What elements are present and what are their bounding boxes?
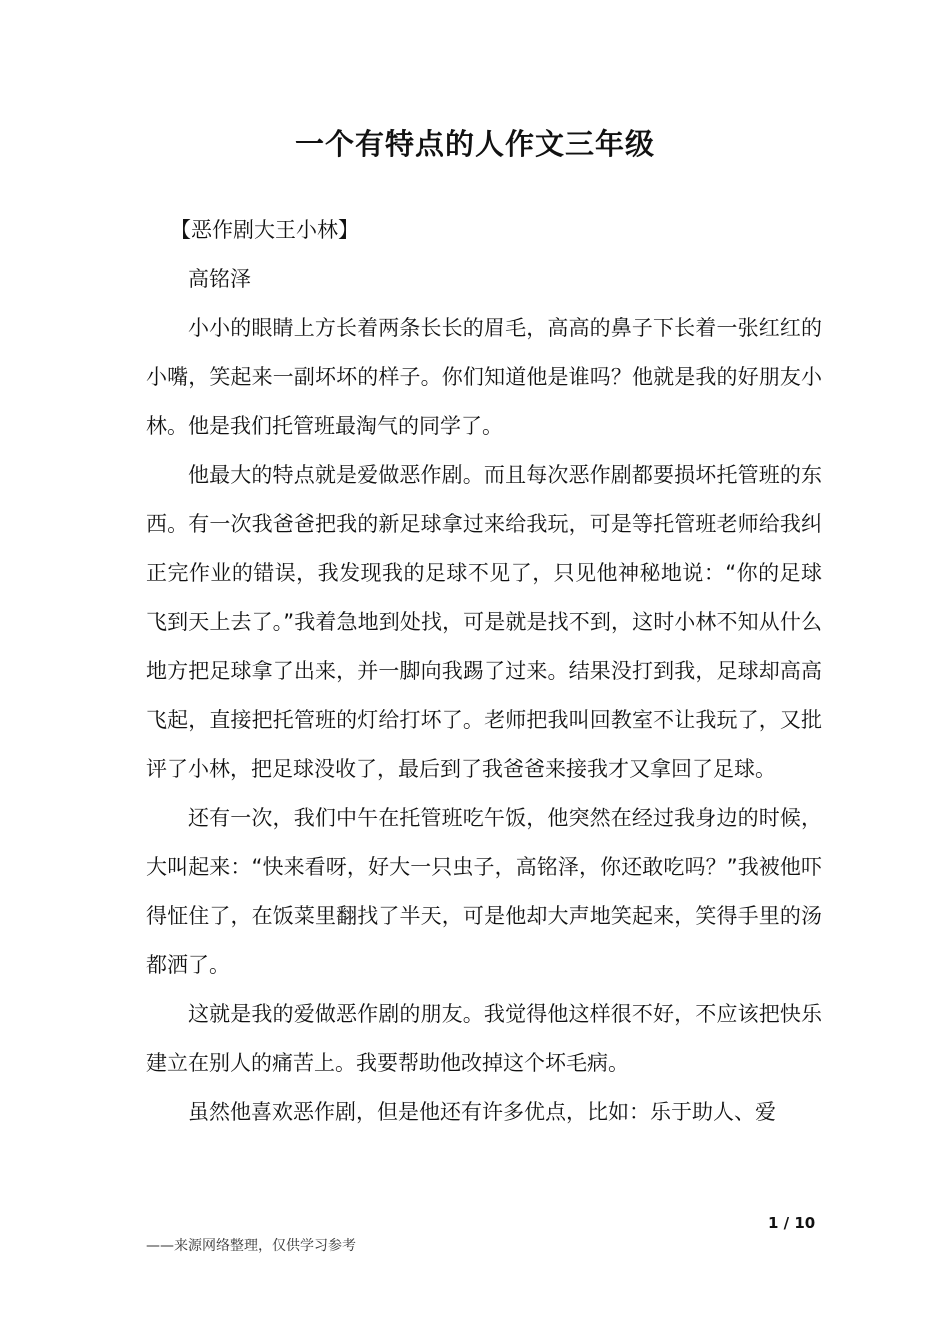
document-title: 一个有特点的人作文三年级 — [294, 127, 655, 161]
paragraph: 他最大的特点就是爱做恶作剧。而且每次恶作剧都要损坏托管班的东西。有一次我爸爸把我的新足球拿过来给我玩，可是等托管班老师给我纠正完作业的错误，我发现我的足球不见了，只见他神秘地说：“你的足球飞到天上去了。”我着急地到处找，可是就是找不到，这时小林不知从什么地方把足球拿了出来，并一脚向我踢了过来。结果没打到我，足球却高高飞起，直接把托管班的灯给打坏了。老师把我叫回教室不让我玩了，又批评了小林，把足球没收了，最后到了我爸爸来接我才又拿回了足球。 — [146, 463, 822, 781]
page-number: 1 / 10 — [768, 1214, 816, 1232]
paragraph: 这就是我的爱做恶作剧的朋友。我觉得他这样很不好，不应该把快乐建立在别人的痛苦上。我要帮助他改掉这个坏毛病。 — [146, 1002, 822, 1075]
essay-heading: 【恶作剧大王小林】 — [170, 218, 359, 242]
essay-author: 高铭泽 — [188, 267, 251, 291]
document-body — [146, 206, 822, 1137]
footer-note: ——来源网络整理，仅供学习参考 — [146, 1238, 356, 1254]
paragraph: 小小的眼睛上方长着两条长长的眉毛，高高的鼻子下长着一张红红的小嘴，笑起来一副坏坏的样子。你们知道他是谁吗？他就是我的好朋友小林。他是我们托管班最淘气的同学了。 — [146, 316, 822, 438]
paragraph: 还有一次，我们中午在托管班吃午饭，他突然在经过我身边的时候，大叫起来：“快来看呀，好大一只虫子，高铭泽，你还敢吃吗？”我被他吓得怔住了，在饭菜里翻找了半天，可是他却大声地笑起来，笑得手里的汤都洒了。 — [146, 806, 822, 977]
paragraph: 虽然他喜欢恶作剧，但是他还有许多优点，比如：乐于助人、爱 — [188, 1100, 776, 1124]
